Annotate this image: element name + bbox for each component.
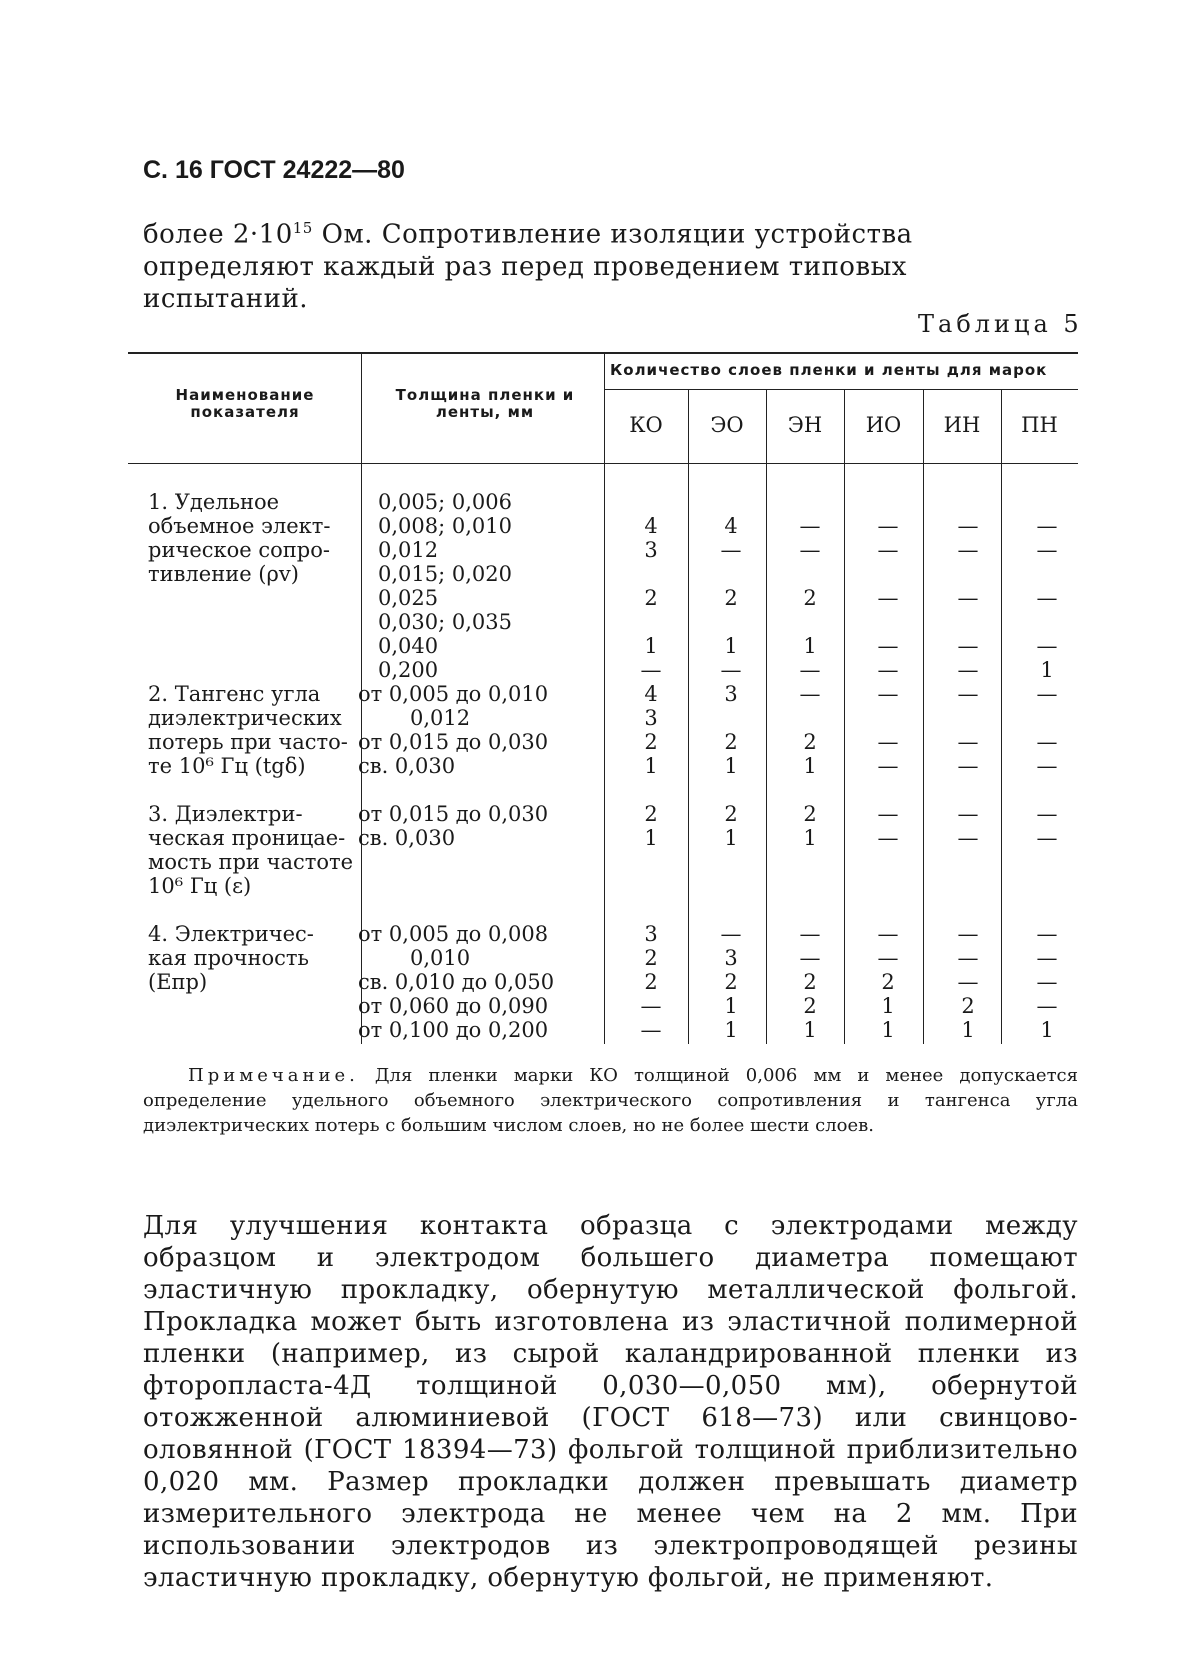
cell-eo: 1	[724, 1018, 738, 1042]
cell-pn: —	[1036, 994, 1058, 1018]
brand-en: ЭН	[787, 413, 823, 437]
table-row	[0, 826, 1187, 850]
table-row	[0, 994, 1187, 1018]
row-thickness: 0,005; 0,006	[378, 490, 512, 514]
cell-in: —	[957, 634, 979, 658]
table-row	[0, 538, 1187, 562]
table-row	[0, 754, 1187, 778]
cell-en: 2	[803, 970, 817, 994]
cell-io: —	[877, 682, 899, 706]
cell-io: —	[877, 634, 899, 658]
table-row	[0, 682, 1187, 706]
cell-pn: —	[1036, 922, 1058, 946]
cell-eo: 2	[724, 586, 738, 610]
cell-en: 2	[803, 994, 817, 1018]
cell-io: —	[877, 922, 899, 946]
row-thickness: от 0,100 до 0,200	[358, 1018, 549, 1042]
cell-en: —	[799, 922, 821, 946]
cell-ko: —	[640, 994, 662, 1018]
cell-pn: —	[1036, 970, 1058, 994]
table-row	[0, 850, 1187, 874]
row-name: потерь при часто-	[148, 730, 348, 754]
cell-eo: 3	[724, 946, 738, 970]
brand-ko: КО	[629, 413, 663, 437]
cell-in: —	[957, 754, 979, 778]
row-thickness: 0,015; 0,020	[378, 562, 512, 586]
row-name: те 10⁶ Гц (tgδ)	[148, 754, 306, 778]
table-row	[0, 874, 1187, 898]
cell-io: —	[877, 826, 899, 850]
row-thickness: от 0,015 до 0,030	[358, 730, 549, 754]
cell-in: —	[957, 922, 979, 946]
cell-ko: 1	[644, 754, 658, 778]
table-note	[143, 1063, 1078, 1138]
cell-eo: 2	[724, 802, 738, 826]
row-name: мость при частоте	[148, 850, 354, 874]
cell-ko: 2	[644, 586, 658, 610]
cell-ko: —	[640, 1018, 662, 1042]
row-name: 2. Тангенс угла	[148, 682, 321, 706]
cell-in: 1	[961, 1018, 975, 1042]
cell-io: 1	[881, 1018, 895, 1042]
cell-pn: —	[1036, 730, 1058, 754]
cell-in: —	[957, 682, 979, 706]
row-thickness: 0,008; 0,010	[378, 514, 512, 538]
layers-header-rule	[604, 389, 1078, 390]
cell-pn: —	[1036, 826, 1058, 850]
cell-en: —	[799, 514, 821, 538]
table-caption: Таблица 5	[918, 310, 1083, 338]
cell-ko: 3	[644, 922, 658, 946]
cell-ko: 2	[644, 730, 658, 754]
header-name: Наименование показателя	[175, 386, 315, 421]
cell-eo: 1	[724, 994, 738, 1018]
table-row	[0, 514, 1187, 538]
table-row	[0, 634, 1187, 658]
note-label: Примечание.	[188, 1065, 359, 1086]
cell-in: —	[957, 538, 979, 562]
cell-ko: 3	[644, 538, 658, 562]
table-row	[0, 922, 1187, 946]
cell-eo: 4	[724, 514, 738, 538]
table-row	[0, 730, 1187, 754]
cell-in: —	[957, 826, 979, 850]
cell-in: —	[957, 514, 979, 538]
cell-ko: 1	[644, 826, 658, 850]
row-thickness: 0,010	[410, 946, 471, 970]
cell-eo: 3	[724, 682, 738, 706]
brand-io: ИО	[865, 413, 902, 437]
cell-eo: —	[720, 658, 742, 682]
table-row	[0, 946, 1187, 970]
row-name: 1. Удельное	[148, 490, 280, 514]
cell-en: —	[799, 538, 821, 562]
cell-pn: —	[1036, 634, 1058, 658]
cell-in: —	[957, 658, 979, 682]
cell-en: 1	[803, 826, 817, 850]
row-name: объемное элект-	[148, 514, 331, 538]
cell-io: —	[877, 658, 899, 682]
cell-eo: —	[720, 538, 742, 562]
row-thickness: 0,012	[378, 538, 439, 562]
cell-en: 1	[803, 634, 817, 658]
table-top-rule	[128, 352, 1078, 354]
cell-en: —	[799, 682, 821, 706]
table-row	[0, 586, 1187, 610]
cell-eo: 2	[724, 730, 738, 754]
header-bottom-rule	[128, 463, 1078, 464]
cell-io: 1	[881, 994, 895, 1018]
cell-in: —	[957, 730, 979, 754]
cell-en: —	[799, 658, 821, 682]
row-thickness: 0,200	[378, 658, 439, 682]
row-thickness: 0,012	[410, 706, 471, 730]
row-thickness: от 0,005 до 0,008	[358, 922, 549, 946]
cell-io: —	[877, 538, 899, 562]
cell-ko: —	[640, 658, 662, 682]
cell-ko: 1	[644, 634, 658, 658]
cell-pn: —	[1036, 754, 1058, 778]
intro-text-post: Ом. Сопротивление изоляции устройства определяют каждый раз перед проведением типовых испытаний.	[143, 219, 913, 314]
table-row	[0, 802, 1187, 826]
note-text: Для пленки марки КО толщиной 0,006 мм и менее допускается определение удельного объемного электрического сопротивления и тангенса угла диэлектрических потерь с большим числом слоев, но не более шести слоев.	[143, 1065, 1078, 1136]
cell-pn: —	[1036, 514, 1058, 538]
table-row	[0, 1018, 1187, 1042]
row-name: ческая проницае-	[148, 826, 346, 850]
cell-en: 1	[803, 754, 817, 778]
brand-eo: ЭО	[710, 413, 744, 437]
cell-ko: 4	[644, 514, 658, 538]
cell-eo: 2	[724, 970, 738, 994]
cell-en: 2	[803, 586, 817, 610]
cell-io: 2	[881, 970, 895, 994]
cell-eo: 1	[724, 826, 738, 850]
cell-ko: 3	[644, 706, 658, 730]
table-row	[0, 658, 1187, 682]
cell-pn: —	[1036, 682, 1058, 706]
row-thickness: 0,040	[378, 634, 439, 658]
cell-in: —	[957, 802, 979, 826]
cell-in: —	[957, 586, 979, 610]
intro-text-pre: более 2·10	[143, 219, 293, 250]
cell-in: —	[957, 946, 979, 970]
page-header: С. 16 ГОСТ 24222—80	[143, 156, 405, 184]
row-name: 4. Электричес-	[148, 922, 314, 946]
row-name: (Eпр)	[148, 970, 208, 994]
row-thickness: 0,025	[378, 586, 439, 610]
table-row	[0, 706, 1187, 730]
row-name: кая прочность	[148, 946, 309, 970]
brand-in: ИН	[943, 413, 981, 437]
brand-pn: ПН	[1021, 413, 1058, 437]
cell-io: —	[877, 754, 899, 778]
table-row	[0, 610, 1187, 634]
cell-io: —	[877, 946, 899, 970]
row-name: диэлектрических	[148, 706, 342, 730]
cell-en: 2	[803, 802, 817, 826]
cell-eo: 1	[724, 634, 738, 658]
row-name: 3. Диэлектри-	[148, 802, 303, 826]
cell-in: 2	[961, 994, 975, 1018]
cell-en: 1	[803, 1018, 817, 1042]
row-thickness: от 0,005 до 0,010	[358, 682, 549, 706]
cell-eo: —	[720, 922, 742, 946]
table-row	[0, 490, 1187, 514]
cell-pn: —	[1036, 802, 1058, 826]
cell-pn: 1	[1040, 658, 1054, 682]
intro-paragraph	[143, 212, 1078, 315]
cell-ko: 2	[644, 802, 658, 826]
cell-pn: —	[1036, 946, 1058, 970]
row-thickness: от 0,060 до 0,090	[358, 994, 549, 1018]
cell-en: —	[799, 946, 821, 970]
cell-pn: —	[1036, 586, 1058, 610]
cell-eo: 1	[724, 754, 738, 778]
cell-in: —	[957, 970, 979, 994]
row-thickness: 0,030; 0,035	[378, 610, 512, 634]
row-thickness: св. 0,030	[358, 826, 456, 850]
header-thickness: Толщина пленки и ленты, мм	[395, 386, 575, 421]
body-paragraph: Для улучшения контакта образца с электродами между образцом и электродом большего диаметра помещают эластичную прокладку, обернутую металлической фольгой. Прокладка может быть изготовлена из эластичной полимерной пленки (например, из сырой каландрированной пленки из фторопласта-4Д толщиной 0,030—0,050 мм), обернутой отожженной алюминиевой (ГОСТ 618—73) или свинцово-оловянной (ГОСТ 18394—73) фольгой толщиной приблизительно 0,020 мм. Размер прокладки должен превышать диаметр измерительного электрода не менее чем на 2 мм. При использовании электродов из электропроводящей резины эластичную прокладку, обернутую фольгой, не применяют.	[143, 1211, 1078, 1593]
cell-ko: 4	[644, 682, 658, 706]
cell-io: —	[877, 730, 899, 754]
row-thickness: от 0,015 до 0,030	[358, 802, 549, 826]
row-thickness: св. 0,030	[358, 754, 456, 778]
cell-ko: 2	[644, 970, 658, 994]
cell-io: —	[877, 586, 899, 610]
header-layers: Количество слоев пленки и ленты для марок	[610, 361, 1048, 379]
cell-pn: —	[1036, 538, 1058, 562]
cell-io: —	[877, 514, 899, 538]
row-thickness: св. 0,010 до 0,050	[358, 970, 555, 994]
table-row	[0, 970, 1187, 994]
table-row	[0, 562, 1187, 586]
row-name: рическое сопро-	[148, 538, 330, 562]
row-name: 10⁶ Гц (ε)	[148, 874, 252, 898]
intro-exponent: 15	[292, 219, 313, 237]
cell-io: —	[877, 802, 899, 826]
cell-pn: 1	[1040, 1018, 1054, 1042]
cell-ko: 2	[644, 946, 658, 970]
cell-en: 2	[803, 730, 817, 754]
row-name: тивление (ρv)	[148, 562, 299, 586]
